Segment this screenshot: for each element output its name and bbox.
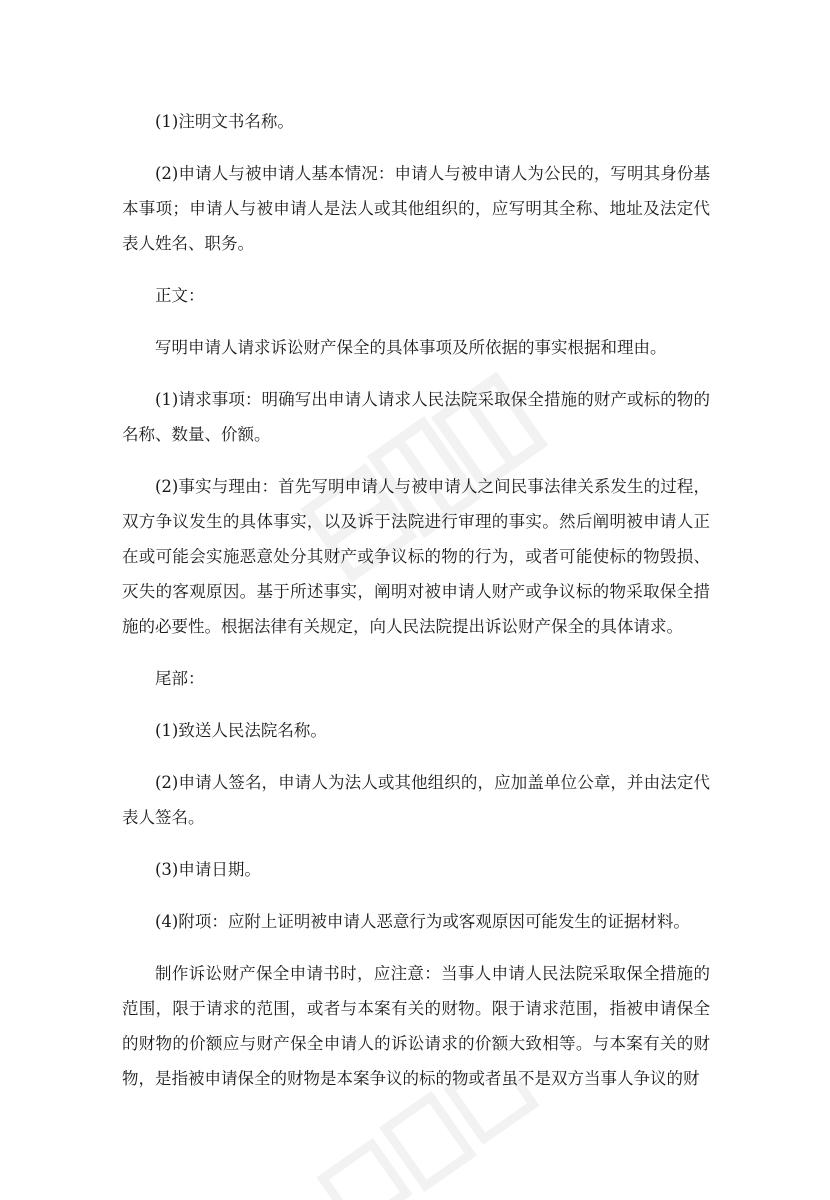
paragraph-4: 写明申请人请求诉讼财产保全的具体事项及所依据的事实根据和理由。: [155, 338, 667, 357]
paragraph-8: (1)致送人民法院名称。: [155, 721, 327, 740]
section-heading-body: 正文：: [155, 286, 205, 305]
paragraph-11: (4)附项：应附上证明被申请人恶意行为或客观原因可能发生的证据材料。: [155, 912, 690, 931]
paragraph-9: (2)申请人签名，申请人为法人或其他组织的，应加盖单位公章，并由法定代表人签名。: [122, 773, 710, 827]
paragraph-6: (2)事实与理由：首先写明申请人与被申请人之间民事法律关系发生的过程，双方争议发生的具体事实，以及诉于法院进行审理的事实。然后阐明被申请人正在或可能会实施恶意处分其财产或争议标的物的行为，或者可能使标的物毁损、灭失的客观原因。基于所述事实，阐明对被申请人财产或争议标的物采取保全措施的必要性。根据法律有关规定，向人民法院提出诉讼财产保全的具体请求。: [122, 477, 710, 636]
paragraph-1: (1)注明文书名称。: [155, 112, 294, 131]
paragraph-10: (3)申请日期。: [155, 860, 261, 879]
document-body: [122, 104, 710, 1113]
paragraph-12: 制作诉讼财产保全申请书时，应注意：当事人申请人民法院采取保全措施的范围，限于请求的范围，或者与本案有关的财物。限于请求范围，指被申请保全的财物的价额应与财产保全申请人的诉讼请求的价额大致相等。与本案有关的财物，是指被申请保全的财物是本案争议的标的物或者虽不是双方当事人争议的财: [122, 964, 710, 1088]
section-heading-tail: 尾部：: [155, 669, 205, 688]
paragraph-5: (1)请求事项：明确写出申请人请求人民法院采取保全措施的财产或标的物的名称、数量、价额。: [122, 390, 710, 444]
paragraph-2: (2)申请人与被申请人基本情况：申请人与被申请人为公民的，写明其身份基本事项；申请人与被申请人是法人或其他组织的，应写明其全称、地址及法定代表人姓名、职务。: [122, 164, 710, 253]
